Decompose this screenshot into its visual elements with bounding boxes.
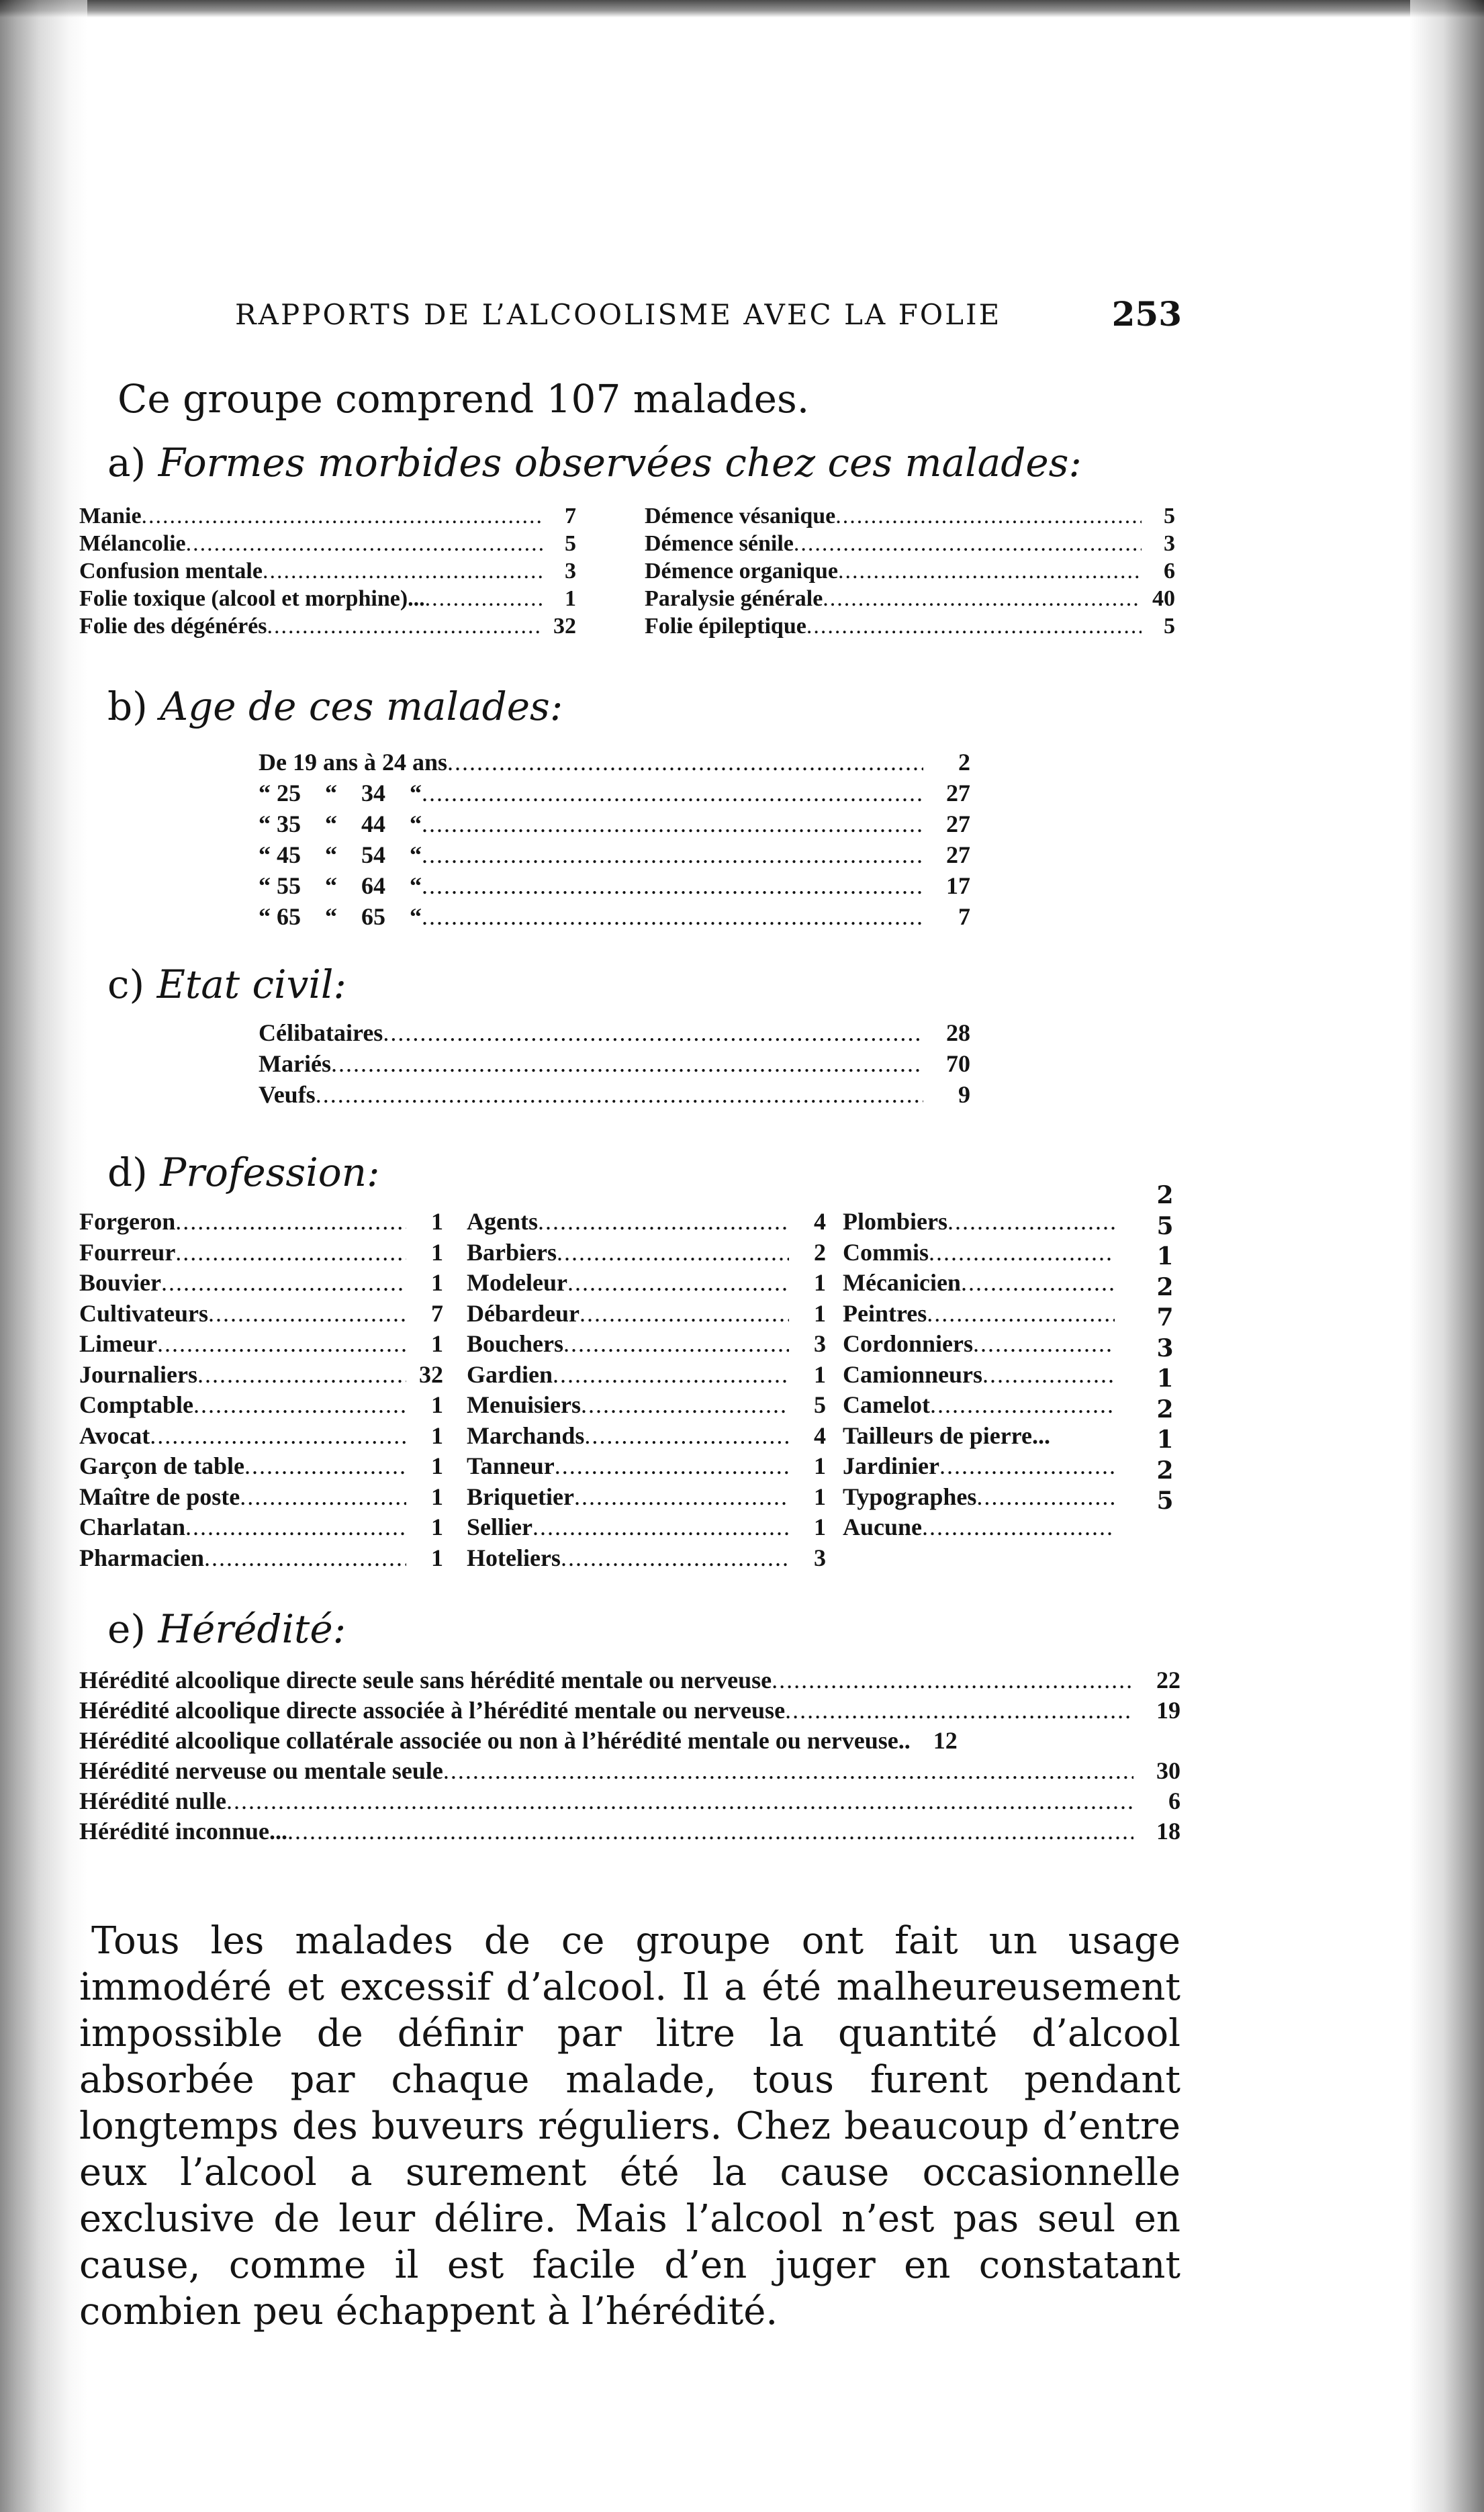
dot-leader bbox=[197, 1360, 406, 1391]
dot-leader bbox=[929, 1238, 1115, 1268]
row-label: Garçon de table bbox=[79, 1452, 244, 1479]
row-value: 1 bbox=[1156, 1364, 1174, 1393]
row-label: Typographes bbox=[843, 1483, 977, 1510]
table-row bbox=[79, 557, 576, 585]
row-value: 1 bbox=[814, 1299, 826, 1327]
dot-leader bbox=[150, 1421, 406, 1452]
row-value: 1 bbox=[1156, 1426, 1174, 1454]
row-label: Bouchers bbox=[467, 1330, 563, 1357]
body-paragraph: Tous les malades de ce groupe ont fait un usage immodéré et excessif d’alcool. Il a été malheureusement impossible de définir par litre la quantité d’alcool absorbée par chaque malade, tous furent pendant longtemps des buveurs réguliers. Chez beaucoup d’entre eux l’alcool a surement été la cause occasionnelle exclusive de leur délire. Mais l’alcool n’est pas seul en cause, comme il est facile d’en juger en constatant combien peu échappent à l’hérédité. bbox=[79, 1919, 1180, 2333]
dot-leader bbox=[383, 1017, 923, 1048]
row-value: 1 bbox=[565, 586, 576, 611]
row-label: Démence sénile bbox=[645, 531, 794, 556]
table-row bbox=[467, 1207, 826, 1238]
table-row bbox=[259, 808, 970, 839]
table-row bbox=[79, 1360, 443, 1391]
table-row bbox=[259, 778, 970, 808]
dot-leader bbox=[982, 1360, 1115, 1391]
morbid-forms-right bbox=[645, 502, 1175, 640]
table-row bbox=[79, 1726, 1180, 1756]
dot-leader bbox=[835, 502, 1142, 530]
table-row bbox=[79, 1816, 1180, 1847]
row-value: 2 bbox=[814, 1238, 826, 1266]
dot-leader bbox=[939, 1451, 1115, 1482]
table-row bbox=[79, 1695, 1180, 1726]
dot-leader bbox=[443, 1756, 1133, 1786]
dot-leader bbox=[425, 585, 543, 612]
row-label: Folie des dégénérés bbox=[79, 614, 267, 639]
row-label: Mélancolie bbox=[79, 531, 186, 556]
table-row bbox=[79, 1268, 443, 1299]
morbid-forms-left bbox=[79, 502, 576, 640]
row-label: Marchands bbox=[467, 1422, 585, 1449]
table-row bbox=[259, 1048, 970, 1079]
table-row bbox=[79, 1238, 443, 1268]
ages-list bbox=[259, 747, 970, 932]
row-value: 2 bbox=[1156, 1395, 1174, 1424]
table-row bbox=[79, 502, 576, 530]
row-label: Aucune bbox=[843, 1514, 923, 1540]
row-value: 4 bbox=[814, 1422, 826, 1449]
row-label: “ 55 “ 64 “ bbox=[259, 872, 422, 899]
row-value: 5 bbox=[1164, 504, 1175, 528]
dot-leader bbox=[976, 1482, 1115, 1513]
dot-leader bbox=[316, 1079, 923, 1110]
dot-leader bbox=[557, 1238, 789, 1268]
row-value: 27 bbox=[946, 780, 970, 806]
table-row bbox=[843, 1512, 1115, 1543]
dot-leader bbox=[922, 1512, 1115, 1543]
row-label: Avocat bbox=[79, 1422, 150, 1449]
row-label: Tanneur bbox=[467, 1452, 555, 1479]
dot-leader bbox=[947, 1207, 1115, 1238]
heredity-list bbox=[79, 1665, 1180, 1847]
row-label: Folie épileptique bbox=[645, 614, 806, 639]
dot-leader bbox=[226, 1786, 1133, 1816]
row-label: Gardien bbox=[467, 1360, 553, 1388]
row-label: “ 65 “ 65 “ bbox=[259, 903, 422, 930]
table-row bbox=[259, 901, 970, 932]
row-value: 1 bbox=[1156, 1242, 1174, 1270]
table-row bbox=[259, 870, 970, 901]
dot-leader bbox=[267, 612, 543, 640]
dot-leader bbox=[555, 1451, 789, 1482]
table-row bbox=[259, 839, 970, 870]
professions-col-3-values bbox=[1142, 1180, 1189, 1517]
table-row bbox=[467, 1451, 826, 1482]
row-label: Cordonniers bbox=[843, 1330, 974, 1357]
section-title: Hérédité: bbox=[158, 1606, 346, 1652]
row-label: Démence organique bbox=[645, 559, 839, 584]
row-value: 1 bbox=[431, 1238, 443, 1266]
row-label: Charlatan bbox=[79, 1514, 186, 1540]
table-row bbox=[843, 1238, 1115, 1268]
dot-leader bbox=[161, 1268, 406, 1299]
row-value: 6 bbox=[1168, 1787, 1180, 1814]
table-row bbox=[79, 1756, 1180, 1786]
table-row bbox=[645, 585, 1175, 612]
row-label: Célibataires bbox=[259, 1019, 383, 1046]
row-value: 5 bbox=[1156, 1211, 1174, 1240]
table-row bbox=[843, 1207, 1115, 1238]
row-value: 3 bbox=[1164, 531, 1175, 556]
dot-leader bbox=[185, 1512, 406, 1543]
section-heading-a bbox=[107, 440, 1082, 485]
table-row bbox=[843, 1329, 1115, 1360]
row-value: 5 bbox=[814, 1391, 826, 1418]
row-value: 19 bbox=[1156, 1697, 1180, 1724]
row-value: 1 bbox=[431, 1422, 443, 1449]
row-label: Hérédité alcoolique collatérale associée ou non à l’hérédité mentale ou nerveuse.. bbox=[79, 1727, 911, 1754]
table-row bbox=[467, 1482, 826, 1513]
dot-leader bbox=[561, 1543, 789, 1574]
row-value: 70 bbox=[946, 1050, 970, 1077]
section-heading-d bbox=[107, 1150, 380, 1195]
row-value: 1 bbox=[431, 1483, 443, 1510]
section-letter: a) bbox=[107, 440, 146, 485]
row-label: Menuisiers bbox=[467, 1391, 581, 1418]
table-row bbox=[843, 1451, 1115, 1482]
row-label: Hérédité inconnue... bbox=[79, 1818, 287, 1845]
row-label: “ 25 “ 34 “ bbox=[259, 780, 422, 806]
row-value: 2 bbox=[958, 749, 970, 776]
table-row bbox=[843, 1421, 1115, 1452]
table-row bbox=[467, 1390, 826, 1421]
dot-leader bbox=[422, 839, 923, 870]
row-value: 30 bbox=[1156, 1757, 1180, 1784]
row-value: 5 bbox=[1164, 614, 1175, 639]
row-label: Camelot bbox=[843, 1391, 930, 1418]
row-value: 7 bbox=[431, 1299, 443, 1327]
row-label: Hérédité nerveuse ou mentale seule bbox=[79, 1757, 443, 1784]
row-label: Fourreur bbox=[79, 1238, 176, 1266]
dot-leader bbox=[175, 1207, 406, 1238]
row-label: Plombiers bbox=[843, 1208, 947, 1235]
row-value: 18 bbox=[1156, 1818, 1180, 1845]
section-heading-c bbox=[107, 962, 346, 1007]
dot-leader bbox=[785, 1695, 1133, 1726]
section-letter: d) bbox=[107, 1150, 148, 1195]
professions-col-3 bbox=[843, 1207, 1115, 1543]
table-row bbox=[79, 530, 576, 557]
row-value: 1 bbox=[431, 1391, 443, 1418]
table-row bbox=[843, 1360, 1115, 1391]
row-value: 1 bbox=[814, 1360, 826, 1388]
dot-leader bbox=[175, 1238, 406, 1268]
row-value: 3 bbox=[1156, 1334, 1174, 1362]
section-letter: b) bbox=[107, 684, 148, 729]
dot-leader bbox=[973, 1329, 1115, 1360]
row-value: 1 bbox=[814, 1452, 826, 1479]
dot-leader bbox=[567, 1268, 789, 1299]
table-row bbox=[79, 585, 576, 612]
dot-leader bbox=[794, 530, 1142, 557]
row-value: 32 bbox=[419, 1360, 443, 1388]
row-value: 5 bbox=[1156, 1487, 1174, 1515]
row-label: Pharmacien bbox=[79, 1544, 204, 1571]
dot-leader bbox=[927, 1299, 1115, 1330]
row-label: Bouvier bbox=[79, 1269, 161, 1296]
running-title: RAPPORTS DE L’ALCOOLISME AVEC LA FOLIE bbox=[235, 298, 1002, 331]
section-title: Formes morbides observées chez ces malades: bbox=[158, 440, 1082, 485]
table-row bbox=[467, 1360, 826, 1391]
row-label: Hoteliers bbox=[467, 1544, 561, 1571]
row-label: Hérédité alcoolique directe seule sans hérédité mentale ou nerveuse bbox=[79, 1667, 772, 1693]
row-label: “ 45 “ 54 “ bbox=[259, 841, 422, 868]
dot-leader bbox=[930, 1390, 1115, 1421]
dot-leader bbox=[838, 557, 1142, 585]
row-label: Manie bbox=[79, 504, 142, 528]
row-value: 4 bbox=[814, 1208, 826, 1235]
row-label: Briquetier bbox=[467, 1483, 574, 1510]
dot-leader bbox=[204, 1543, 406, 1574]
dot-leader bbox=[240, 1482, 406, 1513]
page-number: 253 bbox=[1111, 294, 1182, 334]
table-row bbox=[467, 1543, 826, 1574]
row-value: 1 bbox=[814, 1269, 826, 1296]
row-label: Limeur bbox=[79, 1330, 157, 1357]
table-row bbox=[79, 1207, 443, 1238]
table-row bbox=[79, 1482, 443, 1513]
table-row bbox=[645, 557, 1175, 585]
row-label: De 19 ans à 24 ans bbox=[259, 749, 448, 776]
row-value: 2 bbox=[1156, 1272, 1174, 1301]
row-label: Forgeron bbox=[79, 1208, 176, 1235]
dot-leader bbox=[193, 1390, 406, 1421]
table-row bbox=[645, 530, 1175, 557]
row-label: Commis bbox=[843, 1238, 929, 1266]
row-label: Hérédité alcoolique directe associée à l’hérédité mentale ou nerveuse bbox=[79, 1697, 786, 1724]
professions-col-1 bbox=[79, 1207, 443, 1573]
row-value: 27 bbox=[946, 810, 970, 837]
row-value: 32 bbox=[553, 614, 576, 639]
table-row bbox=[79, 1329, 443, 1360]
table-row bbox=[79, 1665, 1180, 1695]
row-value: 1 bbox=[814, 1483, 826, 1510]
table-row bbox=[645, 612, 1175, 640]
row-label: Cultivateurs bbox=[79, 1299, 208, 1327]
professions-col-2 bbox=[467, 1207, 826, 1573]
table-row bbox=[467, 1421, 826, 1452]
row-value: 3 bbox=[565, 559, 576, 584]
dot-leader bbox=[553, 1360, 789, 1391]
row-label: Démence vésanique bbox=[645, 504, 836, 528]
table-row bbox=[79, 1421, 443, 1452]
row-value: 3 bbox=[814, 1544, 826, 1571]
dot-leader bbox=[263, 557, 543, 585]
table-row bbox=[79, 1299, 443, 1330]
row-value: 27 bbox=[946, 841, 970, 868]
civil-status-list bbox=[259, 1017, 970, 1110]
table-row bbox=[467, 1329, 826, 1360]
table-row bbox=[259, 1017, 970, 1048]
row-label: Mécanicien bbox=[843, 1269, 961, 1296]
row-label: Mariés bbox=[259, 1050, 331, 1077]
dot-leader bbox=[447, 747, 923, 778]
row-value: 1 bbox=[431, 1544, 443, 1571]
row-value: 17 bbox=[946, 872, 970, 899]
dot-leader bbox=[538, 1207, 789, 1238]
table-row bbox=[467, 1512, 826, 1543]
row-value: 5 bbox=[565, 531, 576, 556]
row-label: Maître de poste bbox=[79, 1483, 240, 1510]
section-title: Age de ces malades: bbox=[160, 684, 563, 729]
dot-leader bbox=[331, 1048, 923, 1079]
dot-leader bbox=[772, 1665, 1133, 1695]
dot-leader bbox=[532, 1512, 789, 1543]
table-row bbox=[79, 1512, 443, 1543]
row-label: Hérédité nulle bbox=[79, 1787, 226, 1814]
table-row bbox=[843, 1299, 1115, 1330]
dot-leader bbox=[823, 585, 1142, 612]
row-value: 6 bbox=[1164, 559, 1175, 584]
row-label: Journaliers bbox=[79, 1360, 197, 1388]
row-value: 3 bbox=[814, 1330, 826, 1357]
row-value: 12 bbox=[933, 1727, 958, 1754]
row-value: 1 bbox=[814, 1514, 826, 1540]
section-letter: c) bbox=[107, 962, 145, 1007]
row-value: 1 bbox=[431, 1452, 443, 1479]
row-value: 7 bbox=[1156, 1303, 1174, 1332]
dot-leader bbox=[584, 1421, 789, 1452]
dot-leader bbox=[422, 808, 923, 839]
row-value: 40 bbox=[1152, 586, 1175, 611]
dot-leader bbox=[142, 502, 543, 530]
row-value: 22 bbox=[1156, 1667, 1180, 1693]
table-row bbox=[79, 612, 576, 640]
section-title: Etat civil: bbox=[156, 962, 346, 1007]
row-label: Folie toxique (alcool et morphine)... bbox=[79, 586, 425, 611]
dot-leader bbox=[208, 1299, 406, 1330]
table-row bbox=[467, 1238, 826, 1268]
section-title: Profession: bbox=[160, 1150, 380, 1195]
intro-line: Ce groupe comprend 107 malades. bbox=[118, 376, 810, 422]
table-row bbox=[645, 502, 1175, 530]
dot-leader bbox=[563, 1329, 789, 1360]
section-letter: e) bbox=[107, 1606, 146, 1652]
table-row bbox=[79, 1451, 443, 1482]
row-label: “ 35 “ 44 “ bbox=[259, 810, 422, 837]
dot-leader bbox=[186, 530, 543, 557]
dot-leader bbox=[574, 1482, 789, 1513]
dot-leader bbox=[422, 901, 923, 932]
row-label: Tailleurs de pierre... bbox=[843, 1422, 1050, 1449]
row-value: 7 bbox=[565, 504, 576, 528]
table-row bbox=[467, 1268, 826, 1299]
row-label: Camionneurs bbox=[843, 1360, 983, 1388]
dot-leader bbox=[422, 778, 923, 808]
section-heading-e bbox=[107, 1606, 346, 1652]
row-label: Paralysie générale bbox=[645, 586, 823, 611]
table-row bbox=[259, 1079, 970, 1110]
dot-leader bbox=[244, 1451, 406, 1482]
row-label: Modeleur bbox=[467, 1269, 567, 1296]
row-value: 9 bbox=[958, 1081, 970, 1108]
table-row bbox=[843, 1390, 1115, 1421]
row-label: Barbiers bbox=[467, 1238, 557, 1266]
dot-leader bbox=[806, 612, 1142, 640]
table-row bbox=[79, 1543, 443, 1574]
row-label: Veufs bbox=[259, 1081, 316, 1108]
dot-leader bbox=[961, 1268, 1115, 1299]
row-value: 2 bbox=[1156, 1181, 1174, 1209]
row-value: 28 bbox=[946, 1019, 970, 1046]
row-value: 1 bbox=[431, 1514, 443, 1540]
table-row bbox=[259, 747, 970, 778]
dot-leader bbox=[422, 870, 923, 901]
table-row bbox=[79, 1390, 443, 1421]
row-label: Peintres bbox=[843, 1299, 927, 1327]
row-value: 1 bbox=[431, 1330, 443, 1357]
dot-leader bbox=[579, 1299, 789, 1330]
dot-leader bbox=[581, 1390, 789, 1421]
table-row bbox=[843, 1482, 1115, 1513]
row-label: Débardeur bbox=[467, 1299, 579, 1327]
row-label: Agents bbox=[467, 1208, 538, 1235]
table-row bbox=[843, 1268, 1115, 1299]
row-label: Sellier bbox=[467, 1514, 532, 1540]
row-value: 1 bbox=[431, 1208, 443, 1235]
row-value: 7 bbox=[958, 903, 970, 930]
row-label: Confusion mentale bbox=[79, 559, 263, 584]
row-value: 1 bbox=[431, 1269, 443, 1296]
dot-leader bbox=[157, 1329, 406, 1360]
dot-leader bbox=[287, 1816, 1133, 1847]
section-heading-b bbox=[107, 684, 563, 729]
table-row bbox=[467, 1299, 826, 1330]
row-label: Comptable bbox=[79, 1391, 193, 1418]
row-label: Jardinier bbox=[843, 1452, 939, 1479]
table-row bbox=[79, 1786, 1180, 1816]
row-value: 2 bbox=[1156, 1456, 1174, 1485]
